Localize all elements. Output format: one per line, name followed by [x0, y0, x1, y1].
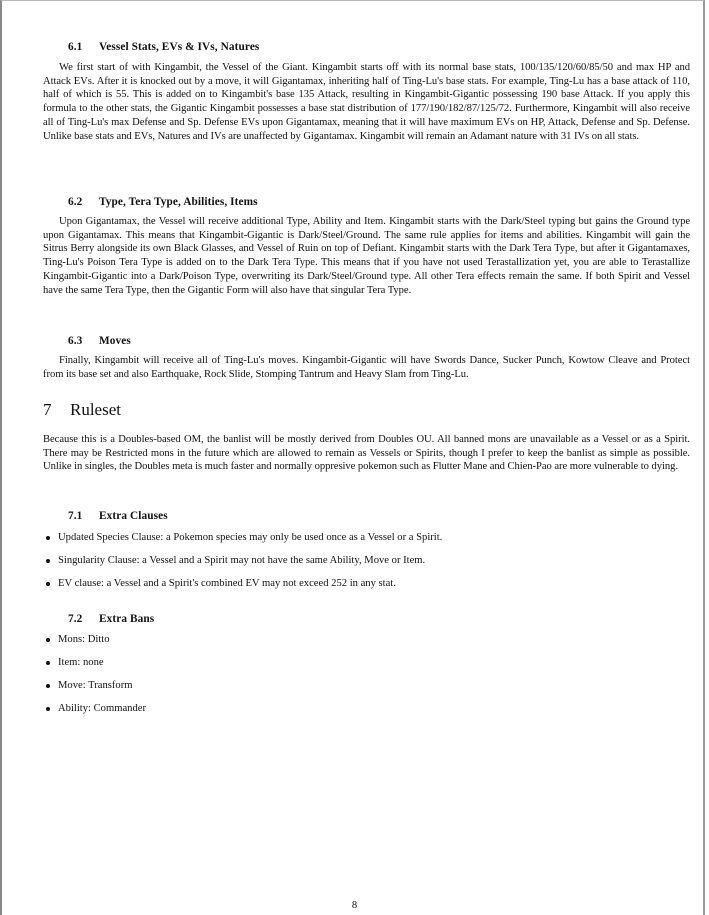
- subsection-title: Extra Clauses: [99, 510, 168, 522]
- bullet-icon: [46, 684, 50, 688]
- list-item-text: Move: Transform: [58, 680, 133, 691]
- subsection-title: Moves: [99, 335, 131, 347]
- subsection-heading-6-1: [68, 41, 259, 53]
- section-title: Ruleset: [70, 400, 121, 419]
- extra-bans-list: [43, 633, 690, 725]
- bullet-icon: [46, 536, 50, 540]
- list-item-text: Singularity Clause: a Vessel and a Spirit may not have the same Ability, Move or Item.: [58, 555, 426, 566]
- bullet-icon: [46, 707, 50, 711]
- subsection-title: Extra Bans: [99, 613, 155, 625]
- list-item: [43, 531, 690, 554]
- bullet-icon: [46, 559, 50, 563]
- list-item: [43, 656, 690, 679]
- subsection-number: 6.3: [68, 335, 83, 347]
- bullet-icon: [46, 638, 50, 642]
- list-item: [43, 702, 690, 725]
- subsection-number: 6.1: [68, 41, 83, 53]
- list-item-text: Item: none: [58, 657, 104, 668]
- subsection-heading-7-2: [68, 613, 154, 625]
- list-item: [43, 554, 690, 577]
- subsection-title: Vessel Stats, EVs & IVs, Natures: [99, 41, 260, 53]
- list-item: [43, 577, 690, 600]
- extra-clauses-list: [43, 531, 690, 600]
- paragraph-type-tera: Upon Gigantamax, the Vessel will receive additional Type, Ability and Item. Kingambit starts with the Dark/Steel typing but gains the Ground type upon Gigantamax. This means that Kingambit-Gigantic is Dark/Steel/Ground. The same rule applies for items and abilities. Kingambit will gain the Sitrus Berry alongside its own Black Glasses, and Vessel of Ruin on top of Defiant. Kingambit starts with the Dark Tera Type, but after it Gigantamaxes, Ting-Lu's Poison Tera Type is added on to the Dark Tera Type. This means that if you have not used Terastallization yet, you are able to Terastallize Kingambit-Gigantic into a Dark/Poison Type, overwriting its Dark/Steel/Ground type. All other Tera effects remain the same. If both Spirit and Vessel have the same Tera Type, then the Gigantic Form will also have that singular Tera Type.: [43, 216, 690, 296]
- page-number: 8: [351, 900, 358, 911]
- section-number: 7: [43, 400, 52, 419]
- subsection-heading-6-2: [68, 196, 258, 208]
- subsection-number: 6.2: [68, 196, 83, 208]
- list-item-text: Mons: Ditto: [58, 634, 110, 645]
- subsection-number: 7.1: [68, 510, 83, 522]
- list-item-text: Updated Species Clause: a Pokemon species may only be used once as a Vessel or a Spirit.: [58, 532, 443, 543]
- bullet-icon: [46, 582, 50, 586]
- subsection-heading-6-3: [68, 335, 131, 347]
- paragraph-ruleset: Because this is a Doubles-based OM, the banlist will be mostly derived from Doubles OU. All banned mons are unavailable as a Vessel or as a Spirit. There may be Restricted mons in the future which are allowed to remain as Vessels or Spirits, though I prefer to keep the banlist as simple as possible. Unlike in singles, the Doubles meta is much faster and normally oppresive pokemon such as Flutter Mane and Chien-Pao are more vulnerable to dying.: [43, 434, 690, 473]
- subsection-heading-7-1: [68, 510, 168, 522]
- list-item-text: EV clause: a Vessel and a Spirit's combined EV may not exceed 252 in any stat.: [58, 578, 396, 589]
- subsection-number: 7.2: [68, 613, 83, 625]
- section-heading-7: [43, 400, 121, 420]
- paragraph-vessel-stats: We first start of with Kingambit, the Vessel of the Giant. Kingambit starts off with its normal base stats, 100/135/120/60/85/50 and max HP and Attack EVs. After it is knocked out by a move, it will Gigantamax, inheriting half of Ting-Lu's base stats. For example, Ting-Lu has a base attack of 110, half of which is 55. This is added on to Kingambit's base 135 Attack, resulting in Kingambit-Gigantic possessing 190 base Attack. If you apply this formula to the other stats, the Gigantic Kingambit possesses a base stat distribution of 177/190/182/87/125/72. Furthermore, Kingambit will also receive all of Ting-Lu's max Defense and Sp. Defense EVs upon Gigantamax, meaning that it will have maximum EVs on HP, Attack, Defense and Sp. Defense. Unlike base stats and EVs, Natures and IVs are unaffected by Gigantamax. Kingambit will remain an Adamant nature with 31 IVs on all stats.: [43, 62, 690, 142]
- paragraph-moves: Finally, Kingambit will receive all of Ting-Lu's moves. Kingambit-Gigantic will have Swords Dance, Sucker Punch, Kowtow Cleave and Protect from its base set and also Earthquake, Rock Slide, Stomping Tantrum and Heavy Slam from Ting-Lu.: [43, 355, 690, 380]
- list-item: [43, 679, 690, 702]
- bullet-icon: [46, 661, 50, 665]
- list-item: [43, 633, 690, 656]
- list-item-text: Ability: Commander: [58, 703, 146, 714]
- subsection-title: Type, Tera Type, Abilities, Items: [99, 196, 258, 208]
